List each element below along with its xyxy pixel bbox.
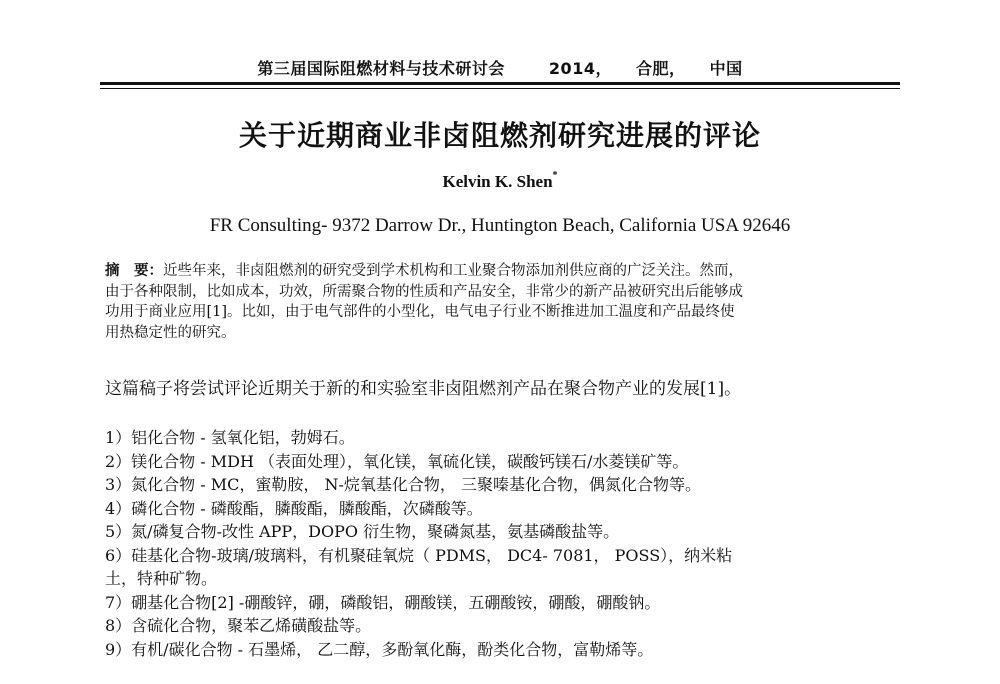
abstract	[105, 261, 895, 343]
paper-title: 关于近期商业非卤阻燃剂研究进展的评论	[238, 119, 761, 152]
abstract-line: 功用于商业应用[1]。比如，由于电气部件的小型化，电气电子行业不断推进加工温度和产品最终使	[105, 304, 735, 320]
list-item: 4）磷化合物 - 磷酸酯，膦酸酯，膦酸酯，次磷酸等。	[105, 498, 483, 518]
list-item: 8）含硫化合物，聚苯乙烯磺酸盐等。	[105, 616, 372, 635]
header-year: 2014，	[548, 59, 612, 78]
running-header	[100, 56, 900, 79]
list-item: 5）氮/磷复合物-改性 APP，DOPO 衍生物，聚磷氮基，氨基磷酸盐等。	[105, 522, 620, 541]
abstract-line	[105, 261, 895, 282]
header-rule-thick	[100, 82, 900, 85]
header-country: 中国	[709, 59, 743, 78]
list-item: 土，特种矿物。	[105, 569, 218, 588]
abstract-line: 由于各种限制，比如成本，功效，所需聚合物的性质和产品安全，非常少的新产品被研究出后能够成	[105, 283, 743, 300]
abstract-label: 摘 要：	[105, 263, 163, 279]
list-item: 1）铝化合物 - 氢氧化铝，勃姆石。	[105, 428, 355, 447]
author-name: Kelvin K. Shen	[442, 172, 553, 191]
header-city: 合肥，	[636, 59, 686, 78]
list-item: 7）硼基化合物[2] -硼酸锌，硼，磷酸铝，硼酸镁，五硼酸铵，硼酸，硼酸钠。	[105, 592, 661, 612]
author-line	[100, 172, 900, 192]
intro-paragraph: 这篇稿子将尝试评论近期关于新的和实验室非卤阻燃剂产品在聚合物产业的发展[1]。	[105, 379, 742, 399]
abstract-text: 近些年来，非卤阻燃剂的研究受到学术机构和工业聚合物添加剂供应商的广泛关注。然而，	[163, 263, 743, 279]
list-item: 2）镁化合物 - MDH （表面处理），氧化镁，氧硫化镁，碳酸钙镁石/水菱镁矿等。	[105, 451, 689, 471]
abstract-line: 用热稳定性的研究。	[105, 324, 236, 341]
compound-list	[105, 426, 905, 661]
affiliation: FR Consulting- 9372 Darrow Dr., Huntington Beach, California USA 92646	[209, 215, 791, 236]
list-item: 3）氮化合物 - MC，蜜勒胺， N-烷氧基化合物， 三聚嗪基化合物，偶氮化合物等。	[105, 475, 701, 494]
header-rule-thin	[100, 88, 900, 89]
list-item: 9）有机/碳化合物 - 石墨烯， 乙二醇，多酚氧化酶，酚类化合物，富勒烯等。	[105, 639, 654, 659]
list-item: 6）硅基化合物-玻璃/玻璃料，有机聚硅氧烷（ PDMS， DC4- 7081， POSS），纳米粘	[105, 545, 733, 565]
header-conference: 第三届国际阻燃材料与技术研讨会	[257, 59, 505, 78]
author-mark: *	[552, 170, 558, 181]
